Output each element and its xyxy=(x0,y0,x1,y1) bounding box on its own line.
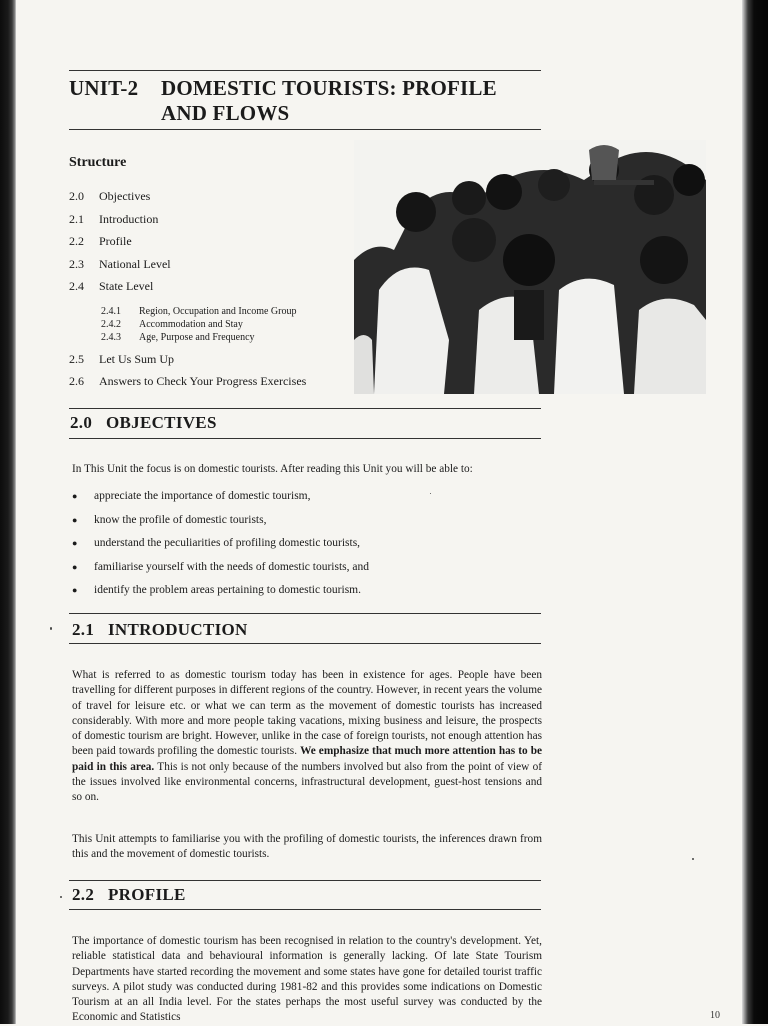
profile-bottom-rule xyxy=(69,909,541,910)
objectives-heading xyxy=(70,413,217,433)
bullet-text: know the profile of domestic tourists, xyxy=(94,513,267,526)
toc-item xyxy=(69,275,349,298)
toc-item xyxy=(69,230,349,253)
introduction-bottom-rule xyxy=(69,643,541,644)
toc-subitem-label: Age, Purpose and Frequency xyxy=(139,331,255,343)
profile-title: PROFILE xyxy=(108,885,186,904)
scan-speck xyxy=(692,858,694,860)
unit-title xyxy=(69,76,549,126)
toc-item xyxy=(69,208,349,231)
toc-item-label: Introduction xyxy=(99,211,159,226)
introduction-emphasis: We emphasize that much more attention has to be paid in this area. xyxy=(72,745,542,773)
bullet-icon: ● xyxy=(72,514,78,525)
objectives-intro: In This Unit the focus is on domestic tourists. After reading this Unit you will be able to: xyxy=(72,463,473,475)
objectives-number: 2.0 xyxy=(70,413,93,432)
toc-item xyxy=(69,370,349,393)
title-bottom-rule xyxy=(69,129,541,130)
bullet-item xyxy=(72,582,532,606)
toc-subitem-number: 2.4.1 xyxy=(101,305,121,317)
structure-heading: Structure xyxy=(69,155,127,170)
toc-subitem xyxy=(69,331,349,344)
toc-item-label: Profile xyxy=(99,234,132,248)
toc-item xyxy=(69,253,349,276)
toc-subitem-label: Region, Occupation and Income Group xyxy=(139,305,297,317)
introduction-text-part-2: This is not only because of the numbers involved but also from the point of view of the issues involved like environmental concerns, infrastructural development, guest-host tensions and so on. xyxy=(72,760,542,804)
toc-item-number: 2.5 xyxy=(69,351,84,366)
profile-top-rule xyxy=(69,880,541,881)
toc-item xyxy=(69,185,349,208)
introduction-paragraph-1 xyxy=(72,668,542,806)
bullet-item xyxy=(72,535,532,559)
toc-item-label: Let Us Sum Up xyxy=(99,351,174,366)
toc-subitem-label: Accommodation and Stay xyxy=(139,318,243,330)
bullet-text: appreciate the importance of domestic tourism, xyxy=(94,490,311,502)
bullet-icon: ● xyxy=(72,491,78,501)
table-of-contents xyxy=(69,185,349,393)
profile-paragraph-1: The importance of domestic tourism has been recognised in relation to the country's development. Yet, reliable statistical data and behavioural information is generally lacking. Of late State Tourism Departments have started recording the movement and some states have gone for detailed tourist traffic surveys. A pilot study was conducted during 1981-82 and this provides some indications on Domestic Tourism at an all India level. For the states perhaps the most useful survey was conducted by the Economic and Statistics xyxy=(72,935,542,1024)
toc-item-label: Objectives xyxy=(99,189,151,203)
toc-subitem xyxy=(69,318,349,331)
toc-item xyxy=(69,348,349,371)
toc-subitem xyxy=(69,305,349,318)
toc-item-number: 2.3 xyxy=(69,256,84,271)
toc-item-label: National Level xyxy=(99,256,171,271)
bullet-icon: ● xyxy=(72,538,78,548)
objectives-bullet-list xyxy=(72,488,532,606)
bullet-item xyxy=(72,512,532,536)
bullet-text: identify the problem areas pertaining to domestic tourism. xyxy=(94,584,361,596)
crowd-photo-illustration xyxy=(354,140,706,394)
toc-subitem-number: 2.4.2 xyxy=(101,318,121,330)
unit-title-line1: DOMESTIC TOURISTS: PROFILE xyxy=(161,76,497,100)
objectives-bottom-rule xyxy=(69,438,541,439)
toc-subitem-number: 2.4.3 xyxy=(101,331,121,343)
unit-prefix: UNIT-2 xyxy=(69,76,139,100)
bullet-text: understand the peculiarities of profiling domestic tourists, xyxy=(94,537,361,549)
scan-left-edge xyxy=(0,0,16,1024)
bullet-icon: ● xyxy=(72,585,78,595)
scan-speck xyxy=(60,896,62,898)
objectives-title: OBJECTIVES xyxy=(106,413,217,432)
toc-item-number: 2.2 xyxy=(69,234,84,248)
scan-speck xyxy=(50,627,52,630)
bullet-text: familiarise yourself with the needs of domestic tourists, and xyxy=(94,560,369,573)
introduction-text-part-1: What is referred to as domestic tourism today has been in existence for ages. People have been travelling for different purposes in different regions of the country. However, in recent years the volume of travel for leisure etc. or what we can term as the movement of domestic tourists has increased considerably. With more and more people taking vacations, mixing business and leisure, the prospects of domestic tourism are bright. However, unlike in the case of foreign tourists, not enough attention has been paid towards profiling the domestic tourists. xyxy=(72,669,542,758)
title-top-rule xyxy=(69,70,541,71)
introduction-top-rule xyxy=(69,613,541,614)
page-number: 10 xyxy=(710,1010,720,1021)
introduction-number: 2.1 xyxy=(72,620,95,639)
bullet-icon: ● xyxy=(72,561,78,572)
toc-item-number: 2.4 xyxy=(69,279,84,293)
toc-item-label: Answers to Check Your Progress Exercises xyxy=(99,374,307,388)
toc-item-number: 2.1 xyxy=(69,211,84,226)
bullet-item xyxy=(72,488,532,512)
toc-item-label: State Level xyxy=(99,279,154,293)
profile-number: 2.2 xyxy=(72,885,95,904)
toc-item-number: 2.6 xyxy=(69,374,84,388)
unit-title-line2: AND FLOWS xyxy=(161,101,290,125)
scan-speck xyxy=(430,493,431,494)
objectives-top-rule xyxy=(69,408,541,409)
introduction-title: INTRODUCTION xyxy=(108,620,248,639)
toc-item-number: 2.0 xyxy=(69,189,84,203)
bullet-item xyxy=(72,559,532,583)
profile-heading xyxy=(72,885,186,905)
introduction-paragraph-2: This Unit attempts to familiarise you with the profiling of domestic tourists, the inferences drawn from this and the movement of domestic tourists. xyxy=(72,833,542,861)
scan-right-edge xyxy=(742,0,768,1024)
introduction-heading xyxy=(72,620,248,640)
crowd-photo xyxy=(354,140,706,394)
